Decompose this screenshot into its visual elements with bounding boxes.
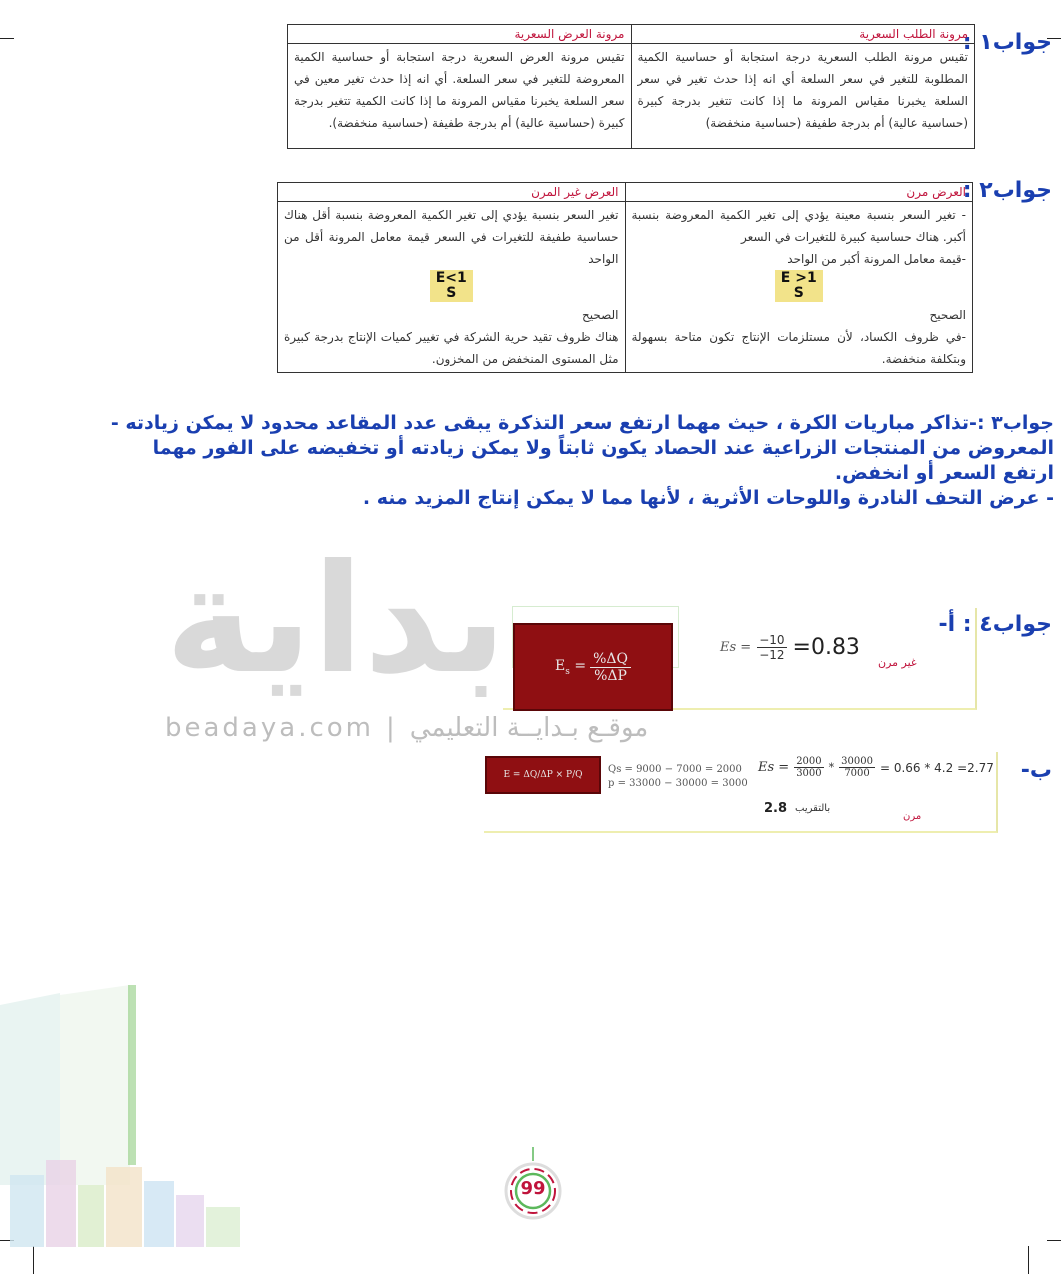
elastic-box-top: E >1	[780, 270, 817, 286]
watermark-logo-letters: بداية	[165, 533, 507, 707]
inelastic-correct: الصحيح	[581, 308, 619, 322]
formula-a-frac: $\frac{-10}{-12}$	[759, 633, 785, 662]
formula-b-approx: بالتقريب 2.8	[764, 801, 831, 816]
answer3-line-1: جواب٣ :-تذاكر مباريات الكرة ، حيث مهما ارتفع سعر التذكرة يبقى عدد المقاعد محدود لا يمكن زيادته -	[110, 412, 1054, 434]
formula-b-givens	[608, 763, 748, 791]
inelastic-text-1: تغير السعر بنسبة يؤدي إلى تغير الكمية المعروضة بنسبة أقل هناك حساسية طفيفة للتغيرات في السعر قيمة معامل المرونة أقل من الواحد	[284, 208, 619, 266]
crop-mark	[33, 1246, 34, 1274]
formula-a-lhs: $E_s$ =	[555, 657, 587, 677]
answer1-table	[287, 24, 975, 149]
answer3-line-2: المعروض من المنتجات الزراعية عند الحصاد يكون ثابتاً ولا يمكن زيادته أو تخفيضه على الفور مهما	[152, 437, 1054, 459]
elastic-box-bottom: S	[793, 285, 804, 301]
watermark-site: beadaya.com	[165, 713, 374, 743]
inelastic-box-top: E<1	[435, 270, 467, 286]
formula-b-frac-2: $\frac{30000}{7000}$	[841, 756, 873, 779]
answer3-line-3: ارتفع السعر أو انخفض.	[834, 462, 1054, 484]
elastic-correct: الصحيح	[929, 308, 966, 322]
table-header-supply: مرونة العرض السعرية	[288, 25, 632, 44]
table-cell-inelastic	[278, 202, 626, 373]
inelastic-text-2: هناك ظروف تقيد حرية الشركة في تغيير كميات الإنتاج بدرجة كبيرة مثل المستوى المنخفض من المخزون.	[284, 330, 619, 366]
formula-b-frac-1: $\frac{2000}{3000}$	[796, 756, 822, 779]
elastic-text-1: - تغير السعر بنسبة معينة يؤدي إلى تغير الكمية المعروضة بنسبة أكبر. هناك حساسية كبيرة للتغيرات في السعر	[631, 208, 966, 244]
formula-a-fraction: $\frac{\%\Delta Q}{\%\Delta P}$	[590, 651, 631, 684]
page-number: 99	[520, 1178, 546, 1199]
table-cell-demand: تقيس مرونة الطلب السعرية درجة استجابة أو حساسية الكمية المطلوبة للتغير في سعر السلعة أي انه إذا حدث تغير في سعر السلعة يخبرنا مقياس المرونة ما إذا كانت تتغير بدرجة كبيرة (حساسية عالية) أم بدرجة طفيفة (حساسية منخفضة)	[631, 44, 975, 149]
crop-mark	[1047, 1240, 1061, 1241]
decorative-skyline	[0, 985, 260, 1247]
formula-b-verdict: مرن	[903, 811, 922, 822]
answer4b-label: ب-	[1020, 758, 1052, 783]
watermark-site-row	[165, 713, 648, 743]
answer3-line-4: - عرض التحف النادرة واللوحات الأثرية ، لأنها مما لا يمكن إنتاج المزيد منه .	[362, 487, 1054, 509]
table-cell-supply: تقيس مرونة العرض السعرية درجة استجابة أو حساسية الكمية المعروضة للتغير في سعر السلعة. أي انه إذا حدث تغير معين في سعر السلعة يخبرنا مقياس المرونة ما إذا كانت الكمية تتغير بدرجة كبيرة (حساسية عالية) أم بدرجة طفيفة (حساسية منخفضة).	[288, 44, 632, 149]
elastic-text-2: -قيمة معامل المرونة أكبر من الواحد	[787, 252, 966, 266]
formula-a-verdict: غير مرن	[878, 656, 917, 669]
table-header-inelastic: العرض غير المرن	[278, 183, 626, 202]
inelastic-coefficient-box	[430, 270, 473, 302]
answer2-label: جواب٢ :	[962, 178, 1052, 203]
formula-b-p: p = 33000 − 30000 = 3000	[608, 778, 748, 789]
crop-mark	[0, 38, 14, 39]
formula-b-red-box: E = ΔQ/ΔP × P/Q	[485, 756, 601, 794]
inelastic-box-bottom: S	[446, 285, 457, 301]
table-cell-elastic	[625, 202, 973, 373]
formula-b-qs: Qs = 9000 − 7000 = 2000	[608, 764, 742, 775]
answer1-label: جواب١ :	[962, 30, 1052, 55]
answer4-label: جواب٤ : أ-	[938, 612, 1052, 637]
elastic-text-3: -في ظروف الكساد، لأن مستلزمات الإنتاج تكون متاحة بسهولة وبتكلفة منخفضة.	[631, 330, 966, 366]
watermark-separator: |	[385, 713, 398, 743]
table-header-elastic: العرض مرن	[625, 183, 973, 202]
elastic-coefficient-box	[775, 270, 823, 302]
answer2-table	[277, 182, 973, 373]
answer3-block	[54, 411, 1054, 511]
watermark-tagline: موقـع بـدايــة التعليمي	[409, 713, 649, 743]
formula-b-result: Es = $\frac{2000}{3000}$ * $\frac{30000}{7000}$ = 0.66 * 4.2 =2.77	[758, 756, 994, 779]
table-header-demand: مرونة الطلب السعرية	[631, 25, 975, 44]
formula-a-result: Es = $\frac{-10}{-12}$ =0.83	[720, 633, 860, 662]
formula-a-red-box	[513, 623, 673, 711]
crop-mark	[1028, 1246, 1029, 1274]
